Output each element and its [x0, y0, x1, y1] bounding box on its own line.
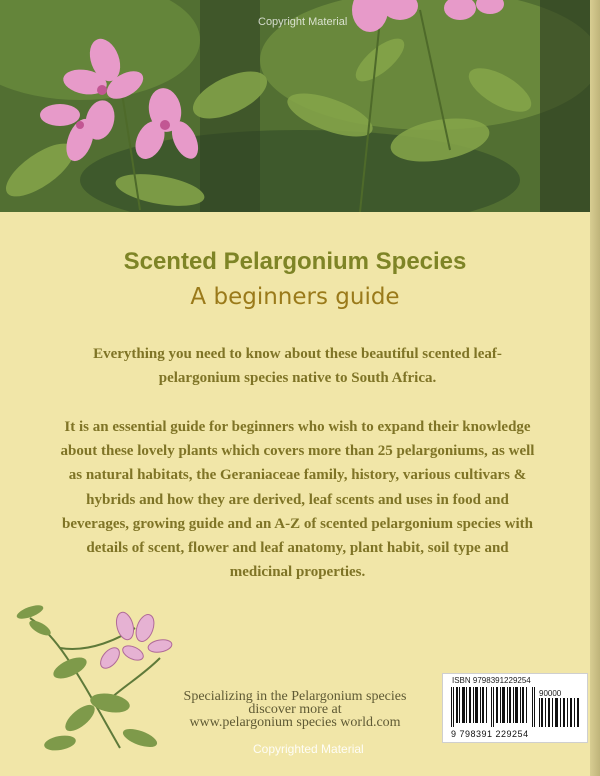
footer-line-1: Specializing in the Pelargonium species — [183, 689, 407, 704]
footer-line-2: discover more at — [248, 702, 342, 717]
watermark-top: Copyright Material — [258, 16, 348, 28]
watermark-bottom: Copyrighted Material — [253, 742, 364, 756]
isbn-barcode — [442, 673, 588, 743]
book-title: Scented Pelargonium Species — [123, 248, 467, 275]
description-paragraph-1: Everything you need to know about these beautiful scented leaf-pelargonium species native to South Africa. — [93, 346, 502, 387]
footer-line-3: www.pelargonium species world.com — [189, 715, 401, 730]
cover-photo-pelargonium-flowers — [0, 0, 590, 212]
barcode-bars-addon — [539, 698, 579, 727]
cover-edge — [590, 0, 600, 776]
flower-photo-illustration — [0, 0, 590, 212]
pelargonium-botanical-illustration — [0, 598, 190, 758]
footer-text — [168, 690, 422, 729]
isbn-label: ISBN 9798391229254 — [452, 676, 531, 685]
barcode-digits: 9 798391 229254 — [451, 729, 529, 739]
book-subtitle: A beginners guide — [190, 284, 400, 310]
barcode-bars-main — [451, 687, 535, 727]
price-code: 90000 — [539, 689, 562, 698]
description-paragraph-2: It is an essential guide for beginners who wish to expand their knowledge about these lovely plants which covers more than 25 pelargoniums, as well as natural habitats, the Geraniaceae family, history, various cultivars & hybrids and how they are derived, leaf scents and uses in food and beverages, growing guide and an A-Z of scented pelargonium species with details of scent, flower and leaf anatomy, plant habit, soil type and medicinal properties. — [60, 419, 535, 581]
